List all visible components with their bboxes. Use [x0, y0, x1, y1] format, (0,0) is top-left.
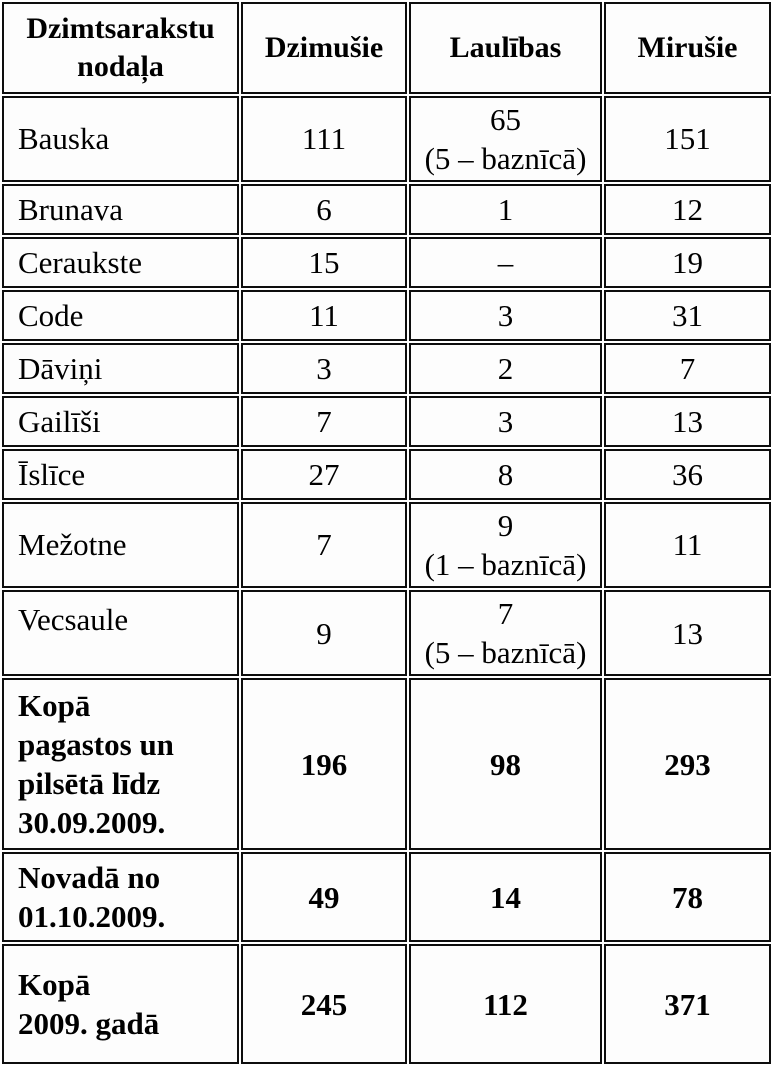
table-body	[2, 96, 771, 1065]
marriages-cell	[409, 237, 602, 288]
cell-value: 12	[672, 191, 703, 227]
office-name-line: pagastos un	[18, 727, 174, 763]
cell-value: 111	[301, 121, 347, 157]
cell-value: 2	[497, 350, 514, 386]
table-row	[2, 237, 771, 288]
cell-note: (5 – baznīcā)	[424, 140, 587, 176]
office-name-cell: Bauska	[2, 96, 239, 182]
column-header-marriages: Laulības	[409, 2, 602, 94]
office-name-cell: Mežotne	[2, 502, 239, 588]
births-cell	[241, 678, 407, 850]
births-cell	[241, 449, 407, 500]
marriages-cell	[409, 590, 602, 676]
deaths-cell	[604, 590, 771, 676]
cell-value: 65	[490, 101, 521, 137]
cell-value: 151	[664, 121, 711, 157]
table-row	[2, 96, 771, 182]
marriages-cell	[409, 944, 602, 1064]
office-name-cell	[2, 678, 239, 850]
column-header-births: Dzimušie	[241, 2, 407, 94]
cell-value: 8	[497, 456, 514, 492]
office-name-cell: Brunava	[2, 184, 239, 235]
cell-value: 3	[497, 297, 514, 333]
marriages-cell	[409, 396, 602, 447]
deaths-cell	[604, 96, 771, 182]
cell-value: –	[497, 244, 514, 280]
cell-value: 6	[316, 191, 332, 227]
office-name-cell: Dāviņi	[2, 343, 239, 394]
marriages-cell	[409, 96, 602, 182]
cell-value: 7	[679, 350, 696, 386]
column-header-office: Dzimtsarakstu nodaļa	[2, 2, 239, 94]
marriages-cell	[409, 502, 602, 588]
deaths-cell	[604, 852, 771, 942]
cell-value: 245	[300, 986, 348, 1022]
births-cell	[241, 502, 407, 588]
cell-value: 3	[316, 350, 332, 386]
births-cell	[241, 184, 407, 235]
cell-value: 7	[316, 527, 332, 563]
deaths-cell	[604, 237, 771, 288]
marriages-cell	[409, 449, 602, 500]
office-name-cell: Ceraukste	[2, 237, 239, 288]
deaths-cell	[604, 343, 771, 394]
table-row	[2, 502, 771, 588]
column-header-deaths: Mirušie	[604, 2, 771, 94]
table-row	[2, 852, 771, 942]
office-name-line: 30.09.2009.	[18, 805, 166, 841]
office-name-cell	[2, 944, 239, 1064]
deaths-cell	[604, 678, 771, 850]
cell-value: 15	[308, 244, 340, 280]
births-cell	[241, 944, 407, 1064]
deaths-cell	[604, 184, 771, 235]
marriages-cell	[409, 343, 602, 394]
cell-value: 31	[672, 297, 703, 333]
births-cell	[241, 396, 407, 447]
office-name-cell: Code	[2, 290, 239, 341]
cell-value: 11	[672, 527, 703, 563]
cell-note: (1 – baznīcā)	[424, 547, 587, 583]
marriages-cell	[409, 852, 602, 942]
cell-value: 98	[490, 746, 521, 782]
deaths-cell	[604, 502, 771, 588]
cell-value: 13	[672, 403, 703, 439]
cell-value: 49	[308, 879, 340, 915]
cell-value: 9	[316, 615, 332, 651]
births-cell	[241, 237, 407, 288]
deaths-cell	[604, 449, 771, 500]
cell-value: 112	[483, 986, 528, 1022]
header-row	[2, 2, 771, 94]
cell-value: 293	[664, 746, 711, 782]
cell-value: 11	[309, 297, 339, 333]
births-cell	[241, 590, 407, 676]
cell-note: (5 – baznīcā)	[424, 635, 587, 671]
table-row	[2, 678, 771, 850]
births-cell	[241, 96, 407, 182]
office-name-line: 01.10.2009.	[18, 899, 166, 935]
cell-value: 14	[490, 879, 521, 915]
marriages-cell	[409, 290, 602, 341]
births-cell	[241, 343, 407, 394]
table-row	[2, 184, 771, 235]
cell-value: 36	[672, 456, 703, 492]
cell-value: 13	[672, 615, 703, 651]
deaths-cell	[604, 944, 771, 1064]
office-name-line: Kopā	[18, 967, 91, 1003]
table-row	[2, 343, 771, 394]
cell-value: 3	[497, 403, 514, 439]
table-row	[2, 449, 771, 500]
cell-value: 27	[308, 456, 340, 492]
cell-value: 78	[672, 879, 703, 915]
cell-value: 19	[672, 244, 703, 280]
office-name-line: Novadā no	[18, 860, 161, 896]
cell-value: 196	[300, 746, 348, 782]
cell-value: 371	[664, 986, 711, 1022]
births-cell	[241, 852, 407, 942]
marriages-cell	[409, 678, 602, 850]
office-name-cell	[2, 852, 239, 942]
deaths-cell	[604, 290, 771, 341]
births-cell	[241, 290, 407, 341]
cell-value: 7	[316, 403, 332, 439]
office-name-cell: Gailīši	[2, 396, 239, 447]
office-name-line: Kopā	[18, 688, 91, 724]
office-name-cell: Vecsaule	[2, 590, 239, 676]
table-row	[2, 290, 771, 341]
cell-value: 1	[497, 191, 514, 227]
table-row	[2, 944, 771, 1064]
deaths-cell	[604, 396, 771, 447]
table-row	[2, 396, 771, 447]
marriages-cell	[409, 184, 602, 235]
office-name-line: pilsētā līdz	[18, 766, 161, 802]
table-row	[2, 590, 771, 676]
office-name-line: 2009. gadā	[18, 1006, 160, 1042]
office-name-cell: Īslīce	[2, 449, 239, 500]
cell-value: 7	[497, 596, 514, 632]
cell-value: 9	[497, 507, 514, 543]
